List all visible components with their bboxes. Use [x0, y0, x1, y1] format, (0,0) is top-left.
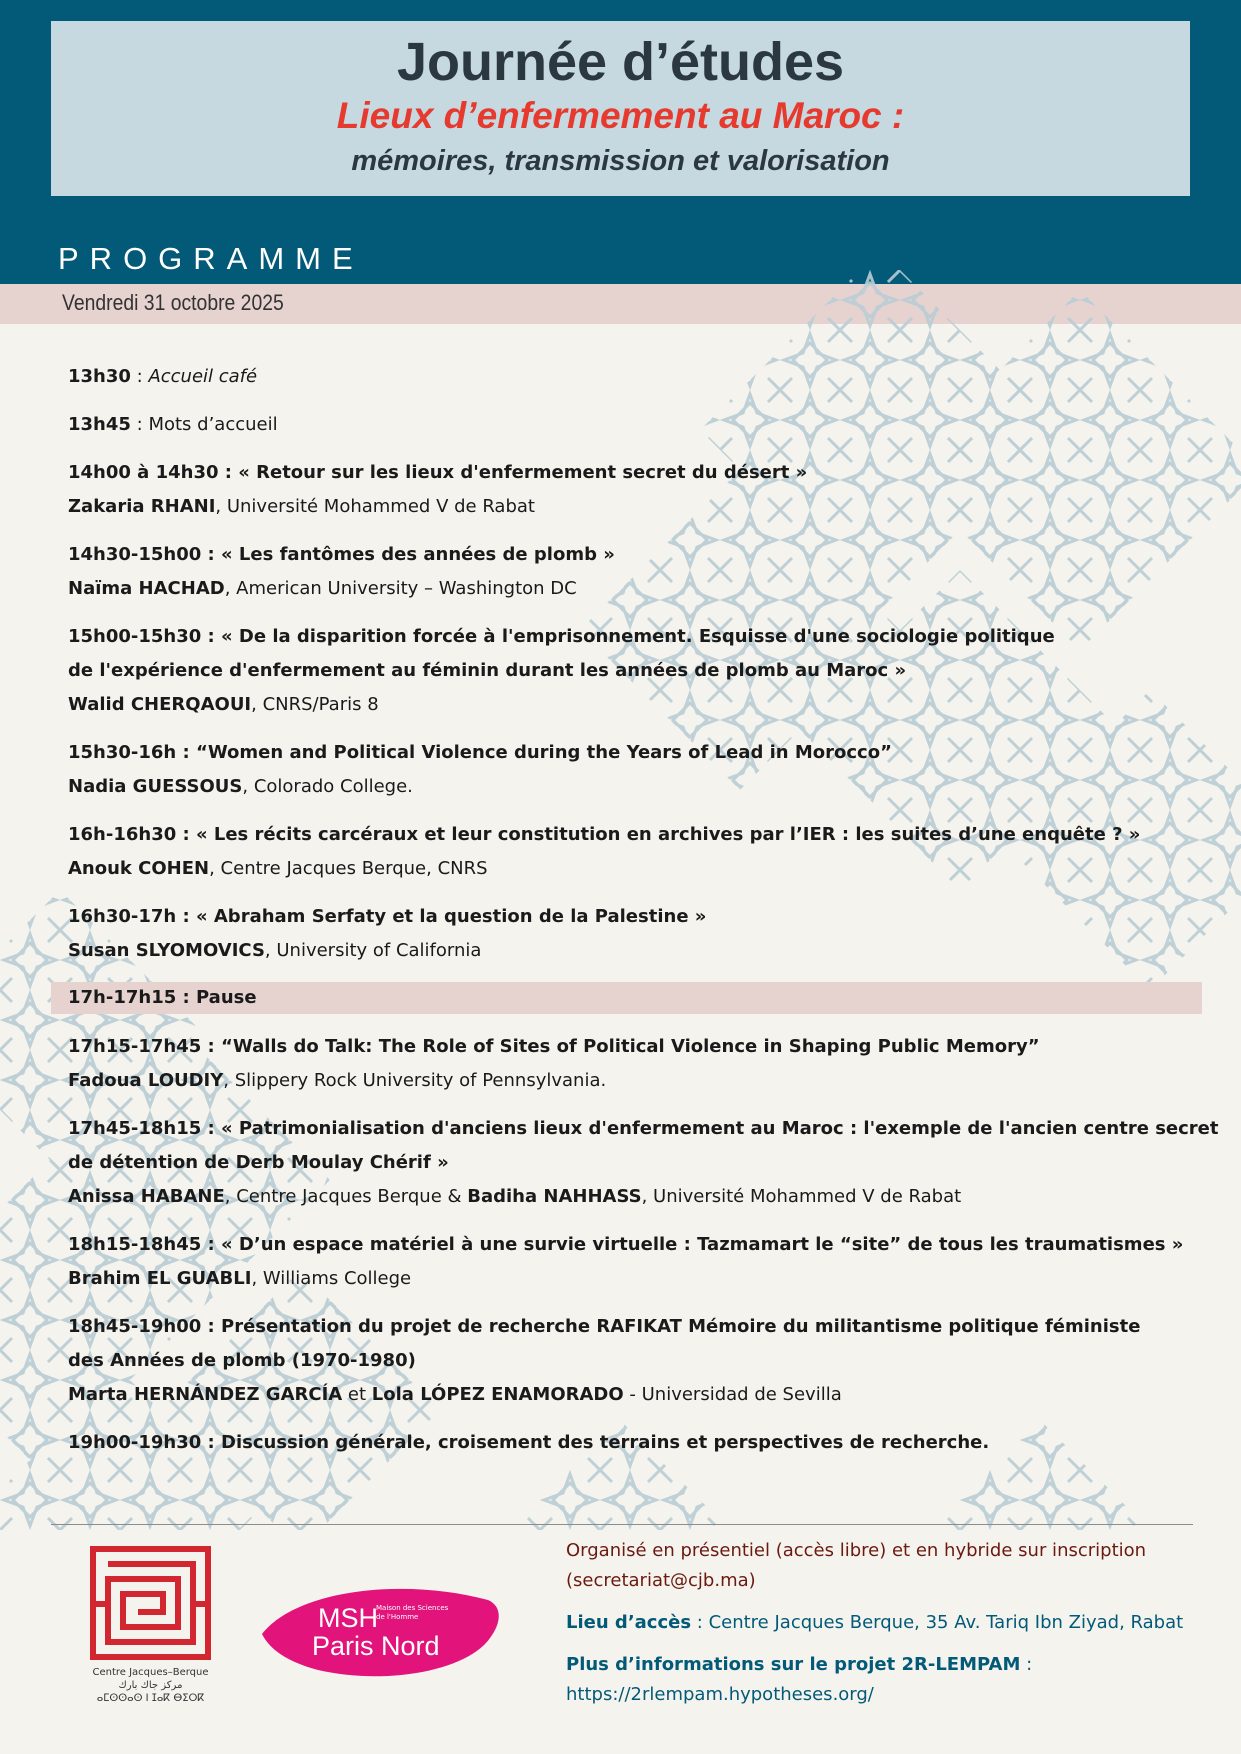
subtitle-dark: mémoires, transmission et valorisation [351, 145, 890, 177]
project-url-link[interactable]: https://2rlempam.hypotheses.org/ [566, 1684, 874, 1705]
speaker-name: Marta HERNÁNDEZ GARCÍA [68, 1384, 343, 1405]
speaker-name: Nadia GUESSOUS [68, 776, 243, 797]
speaker-name: Walid CHERQAOUI [68, 694, 252, 715]
program-item: 17h15-17h45 : “Walls do Talk: The Role of Sites of Political Violence in Shaping Public Memory” Fadoua LOUDIY, Slippery Rock University of Pennsylvania. [68, 1036, 1040, 1091]
speaker-name: Badiha NAHHASS [467, 1186, 642, 1207]
lieu-label: Lieu d’accès [566, 1612, 692, 1633]
plus-info-label: Plus d’informations sur le projet 2R-LEMPAM [566, 1654, 1021, 1675]
program-item: 19h00-19h30 : Discussion générale, croisement des terrains et perspectives de recherche. [68, 1432, 990, 1453]
programme-heading: PROGRAMME [58, 241, 364, 276]
program-item: 13h45 : Mots d’accueil [68, 414, 278, 435]
speaker-name: Naïma HACHAD [68, 578, 225, 599]
program-item: 18h45-19h00 : Présentation du projet de recherche RAFIKAT Mémoire du militantisme politique féministe des Années de plomb (1970-1980) Marta HERNÁNDEZ GARCÍA et Lola LÓPEZ ENAMORADO - Universidad de Sevilla [68, 1316, 1141, 1405]
cjb-caption-ar: مركز جاك بارك [118, 1680, 183, 1691]
speaker-name: Anissa HABANE [68, 1186, 225, 1207]
program-item: 17h45-18h15 : « Patrimonialisation d'anciens lieux d'enfermement au Maroc : l'exemple de l'ancien centre secret de détention de Derb Moulay Chérif » Anissa HABANE, Centre Jacques Berque & Badiha NAHHASS, Université Mohammed V de Rabat [68, 1118, 1219, 1207]
title-box [51, 21, 1190, 196]
program-item: 13h30 : Accueil café [68, 366, 258, 387]
subtitle-red: Lieux d’enfermement au Maroc : [336, 95, 905, 136]
program-item: 18h15-18h45 : « D’un espace matériel à une survie virtuelle : Tazmamart le “site” de tous les traumatismes » Brahim EL GUABLI, Williams College [68, 1234, 1184, 1289]
program-item: 15h00-15h30 : « De la disparition forcée à l'emprisonnement. Esquisse d'une sociologie politique de l'expérience d'enfermement au féminin durant les années de plomb au Maroc » Walid CHERQAOUI, CNRS/Paris 8 [68, 626, 1055, 715]
speaker-name: Brahim EL GUABLI [68, 1268, 252, 1289]
program-list [68, 360, 1219, 1474]
speaker-name: Zakaria RHANI [68, 496, 216, 517]
msh-leaf-icon [258, 1582, 503, 1682]
speaker-name: Lola LÓPEZ ENAMORADO [371, 1384, 624, 1405]
program-item: 14h00 à 14h30 : « Retour sur les lieux d'enfermement secret du désert » Zakaria RHANI, Université Mohammed V de Rabat [68, 462, 808, 517]
cjb-logo-icon [88, 1544, 213, 1662]
cjb-caption-tifinagh: ⴰⵎⵙⵙⴰⵙ ⵏ ⵊⴰⴽ ⴱⵉⵔⴽ [96, 1693, 205, 1704]
svg-text:MSH: MSH [318, 1603, 378, 1633]
cjb-caption-fr: Centre Jacques–Berque [92, 1667, 209, 1678]
speaker-name: Anouk COHEN [68, 858, 210, 879]
pause-bar: 17h-17h15 : Pause [51, 982, 1202, 1014]
msh-paris-nord-logo [258, 1582, 503, 1686]
footer-divider [51, 1524, 1193, 1525]
svg-text:Paris Nord: Paris Nord [312, 1631, 440, 1661]
speaker-name: Susan SLYOMOVICS [68, 940, 265, 961]
program-item: 14h30-15h00 : « Les fantômes des années de plomb » Naïma HACHAD, American University – Washington DC [68, 544, 615, 599]
lieu-value: : Centre Jacques Berque, 35 Av. Tariq Ibn Ziyad, Rabat [691, 1612, 1184, 1633]
svg-text:de l'Homme: de l'Homme [376, 1613, 419, 1621]
program-item: 16h-16h30 : « Les récits carcéraux et leur constitution en archives par l’IER : les suites d’une enquête ? » Anouk COHEN, Centre Jacques Berque, CNRS [68, 824, 1141, 879]
program-item: 16h30-17h : « Abraham Serfaty et la question de la Palestine » Susan SLYOMOVICS, University of California [68, 906, 707, 961]
svg-text:Maison des Sciences: Maison des Sciences [376, 1604, 449, 1612]
organise-line: Organisé en présentiel (accès libre) et en hybride sur inscription [566, 1540, 1147, 1561]
footer-info: Organisé en présentiel (accès libre) et en hybride sur inscription (secretariat@cjb.ma) Lieu d’accès : Centre Jacques Berque, 35 Av. Tariq Ibn Ziyad, Rabat Plus d’informations sur le projet 2R-LEMPAM : https://2rlempam.hypotheses.org/ [566, 1536, 1183, 1710]
speaker-name: Fadoua LOUDIY [68, 1070, 224, 1091]
program-item: 15h30-16h : “Women and Political Violence during the Years of Lead in Morocco” Nadia GUESSOUS, Colorado College. [68, 742, 892, 797]
page-title: Journée d’études [396, 32, 845, 92]
contact-email: (secretariat@cjb.ma) [566, 1570, 756, 1591]
cjb-logo [88, 1544, 213, 1705]
event-date: Vendredi 31 octobre 2025 [62, 290, 284, 315]
